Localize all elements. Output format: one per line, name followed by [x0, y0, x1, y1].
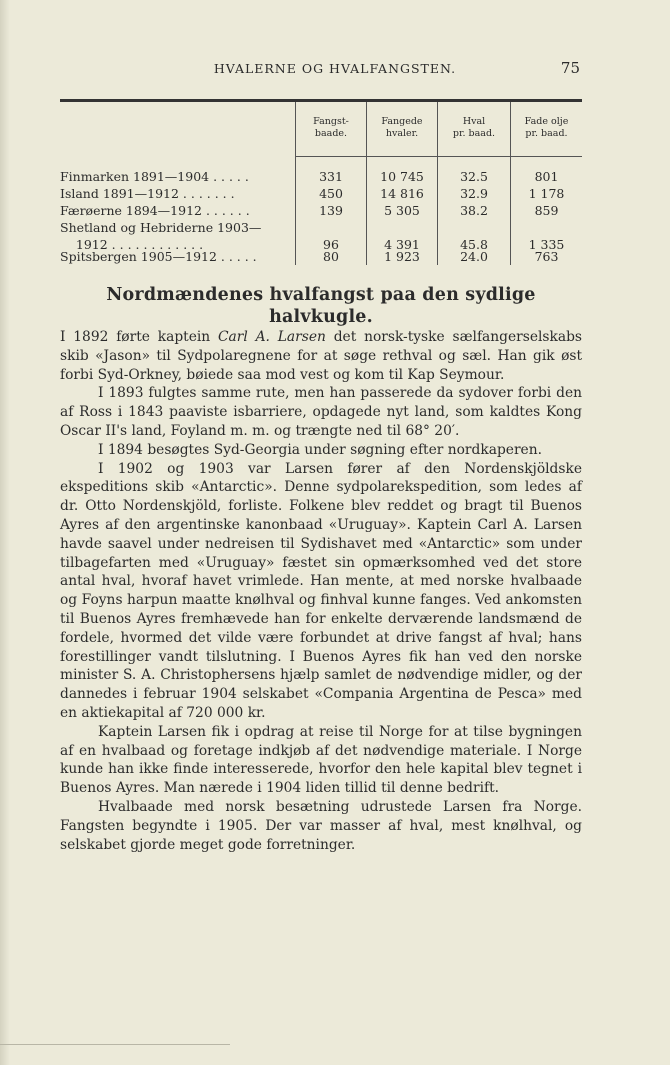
column-header-line: hvaler. [385, 128, 419, 139]
column-header-line: baade. [314, 128, 348, 139]
page-edge-shadow [0, 0, 10, 1065]
paragraph: Kaptein Larsen fik i opdrag at reise til Norge for at tilse bygningen af en hvalbaad og foretage indkjøb af det nødvendige materiale. I Norge kunde han ikke finde interesserede, hvorfor den hele kapital blev tegnet i Buenos Ayres. Man nærede i 1904 liden tillid til denne bedrift. [60, 723, 582, 797]
cell-whale-per-boat: 32.5 [460, 169, 488, 184]
cell-whale-per-boat: 32.9 [460, 186, 488, 201]
column-header-line: pr. baad. [525, 128, 568, 139]
paragraph [60, 328, 582, 384]
paragraph-text: I 1892 førte kaptein [60, 329, 218, 345]
statistics-table [60, 99, 582, 265]
table-row [60, 248, 582, 265]
cell-whale-per-boat: 24.0 [460, 249, 488, 264]
cell-whale-per-boat: 45.8 [460, 237, 488, 252]
cell-boats: 139 [319, 203, 343, 218]
person-name: Carl A. Larsen [217, 329, 326, 345]
paragraph: I 1894 besøgtes Syd-Georgia under søgning efter nordkaperen. [98, 441, 542, 458]
paragraph: Hvalbaade med norsk besætning udrustede Larsen fra Norge. Fangsten begyndte i 1905. Der var masser af hval, mest knølhval, og selskabet gjorde meget gode forretninger. [60, 798, 582, 853]
column-header-boats [296, 116, 366, 156]
table-row [60, 185, 582, 202]
paragraph: I 1893 fulgtes samme rute, men han passerede da sydover forbi den af Ross i 1843 paaviste isbarriere, opdagede nyt land, som kaldtes Kong Oscar II's land, Foyland m. m. og trængte ned til 68° 20′. [60, 385, 582, 439]
cell-whales: 14 816 [380, 186, 424, 201]
bottom-rule [0, 1044, 230, 1045]
table-row [60, 219, 582, 236]
column-header-line: Fade olje [524, 116, 569, 127]
running-title: HVALERNE OG HVALFANGSTEN. [213, 61, 457, 76]
cell-boats: 96 [323, 237, 339, 252]
cell-oil-per-boat: 763 [534, 249, 559, 264]
row-label: 1912 . . . . . . . . . . . . [60, 237, 204, 252]
column-header-line: Fangst- [313, 116, 349, 127]
cell-whales: 10 745 [380, 169, 424, 184]
column-header-line: Fangede [381, 116, 423, 127]
cell-whales: 1 923 [384, 249, 420, 264]
column-header-whales [367, 116, 437, 156]
cell-whales: 4 391 [384, 237, 420, 252]
column-header-line: pr. baad. [452, 128, 496, 139]
cell-boats: 331 [319, 169, 343, 184]
cell-oil-per-boat: 1 335 [528, 237, 565, 252]
cell-oil-per-boat: 801 [534, 169, 559, 184]
row-label: Island 1891—1912 . . . . . . . [60, 186, 235, 201]
cell-boats: 80 [323, 249, 339, 264]
cell-whales: 5 305 [384, 203, 420, 218]
paragraph: I 1902 og 1903 var Larsen fører af den Nordenskjöldske ekspeditions skib «Antarctic». Denne sydpolarekspedition, som ledes af dr. Otto Nordenskjöld, forliste. Folkene blev reddet og bragt til Buenos Ayres af den argentinske kanonbaad «Uruguay». Kaptein Carl A. Larsen havde saavel under nedreisen til Sydishavet med «Antarctic» som under tilbagefarten med «Uruguay» fæstet sin opmærksomhed ved det store antal hval, hvoraf havet vrimlede. Han mente, at med norske hvalbaade og Foyns harpun maatte knølhval og finhval kunne fanges. Ved ankomsten til Buenos Ayres fremhævede han for enkelte derværende landsmænd de fordele, hvormed det vilde være forbundet at drive fangst af hval; hans forestillinger vandt tilslutning. I Buenos Ayres fik han ved den norske minister S. A. Christophersens hjælp samlet de nødvendige midler, og der dannedes i februar 1904 selskabet «Compania Argentina de Pesca» med en aktiekapital af 720 000 kr. [60, 460, 582, 721]
body-text [60, 284, 582, 854]
table-row [60, 202, 582, 219]
row-label: Færøerne 1894—1912 . . . . . . [60, 203, 250, 218]
row-label: Finmarken 1891—1904 . . . . . [60, 169, 249, 184]
cell-oil-per-boat: 1 178 [528, 186, 565, 201]
table-row [60, 168, 582, 185]
table-header-rule [295, 156, 582, 157]
row-label: Spitsbergen 1905—1912 . . . . . [60, 249, 257, 264]
column-header-oil-per-boat [511, 116, 582, 156]
page-number: 75 [560, 59, 580, 77]
column-header-whale-per-boat [438, 116, 510, 156]
running-header [0, 61, 670, 79]
row-label: Shetland og Hebriderne 1903— [60, 220, 262, 235]
paragraph-text: det norsk-tyske sælfangerselskabs skib «Jason» til Sydpolaregnene for at søge rethval og sæl. Han gik øst forbi Syd-Orkney, bøiede saa mod vest og kom til Kap Seymour. [60, 329, 582, 383]
column-header-line: Hval [462, 116, 486, 127]
cell-whale-per-boat: 38.2 [460, 203, 488, 218]
cell-boats: 450 [319, 186, 343, 201]
section-heading: Nordmændenes hvalfangst paa den sydlige halvkugle. [106, 285, 536, 327]
cell-oil-per-boat: 859 [534, 203, 559, 218]
